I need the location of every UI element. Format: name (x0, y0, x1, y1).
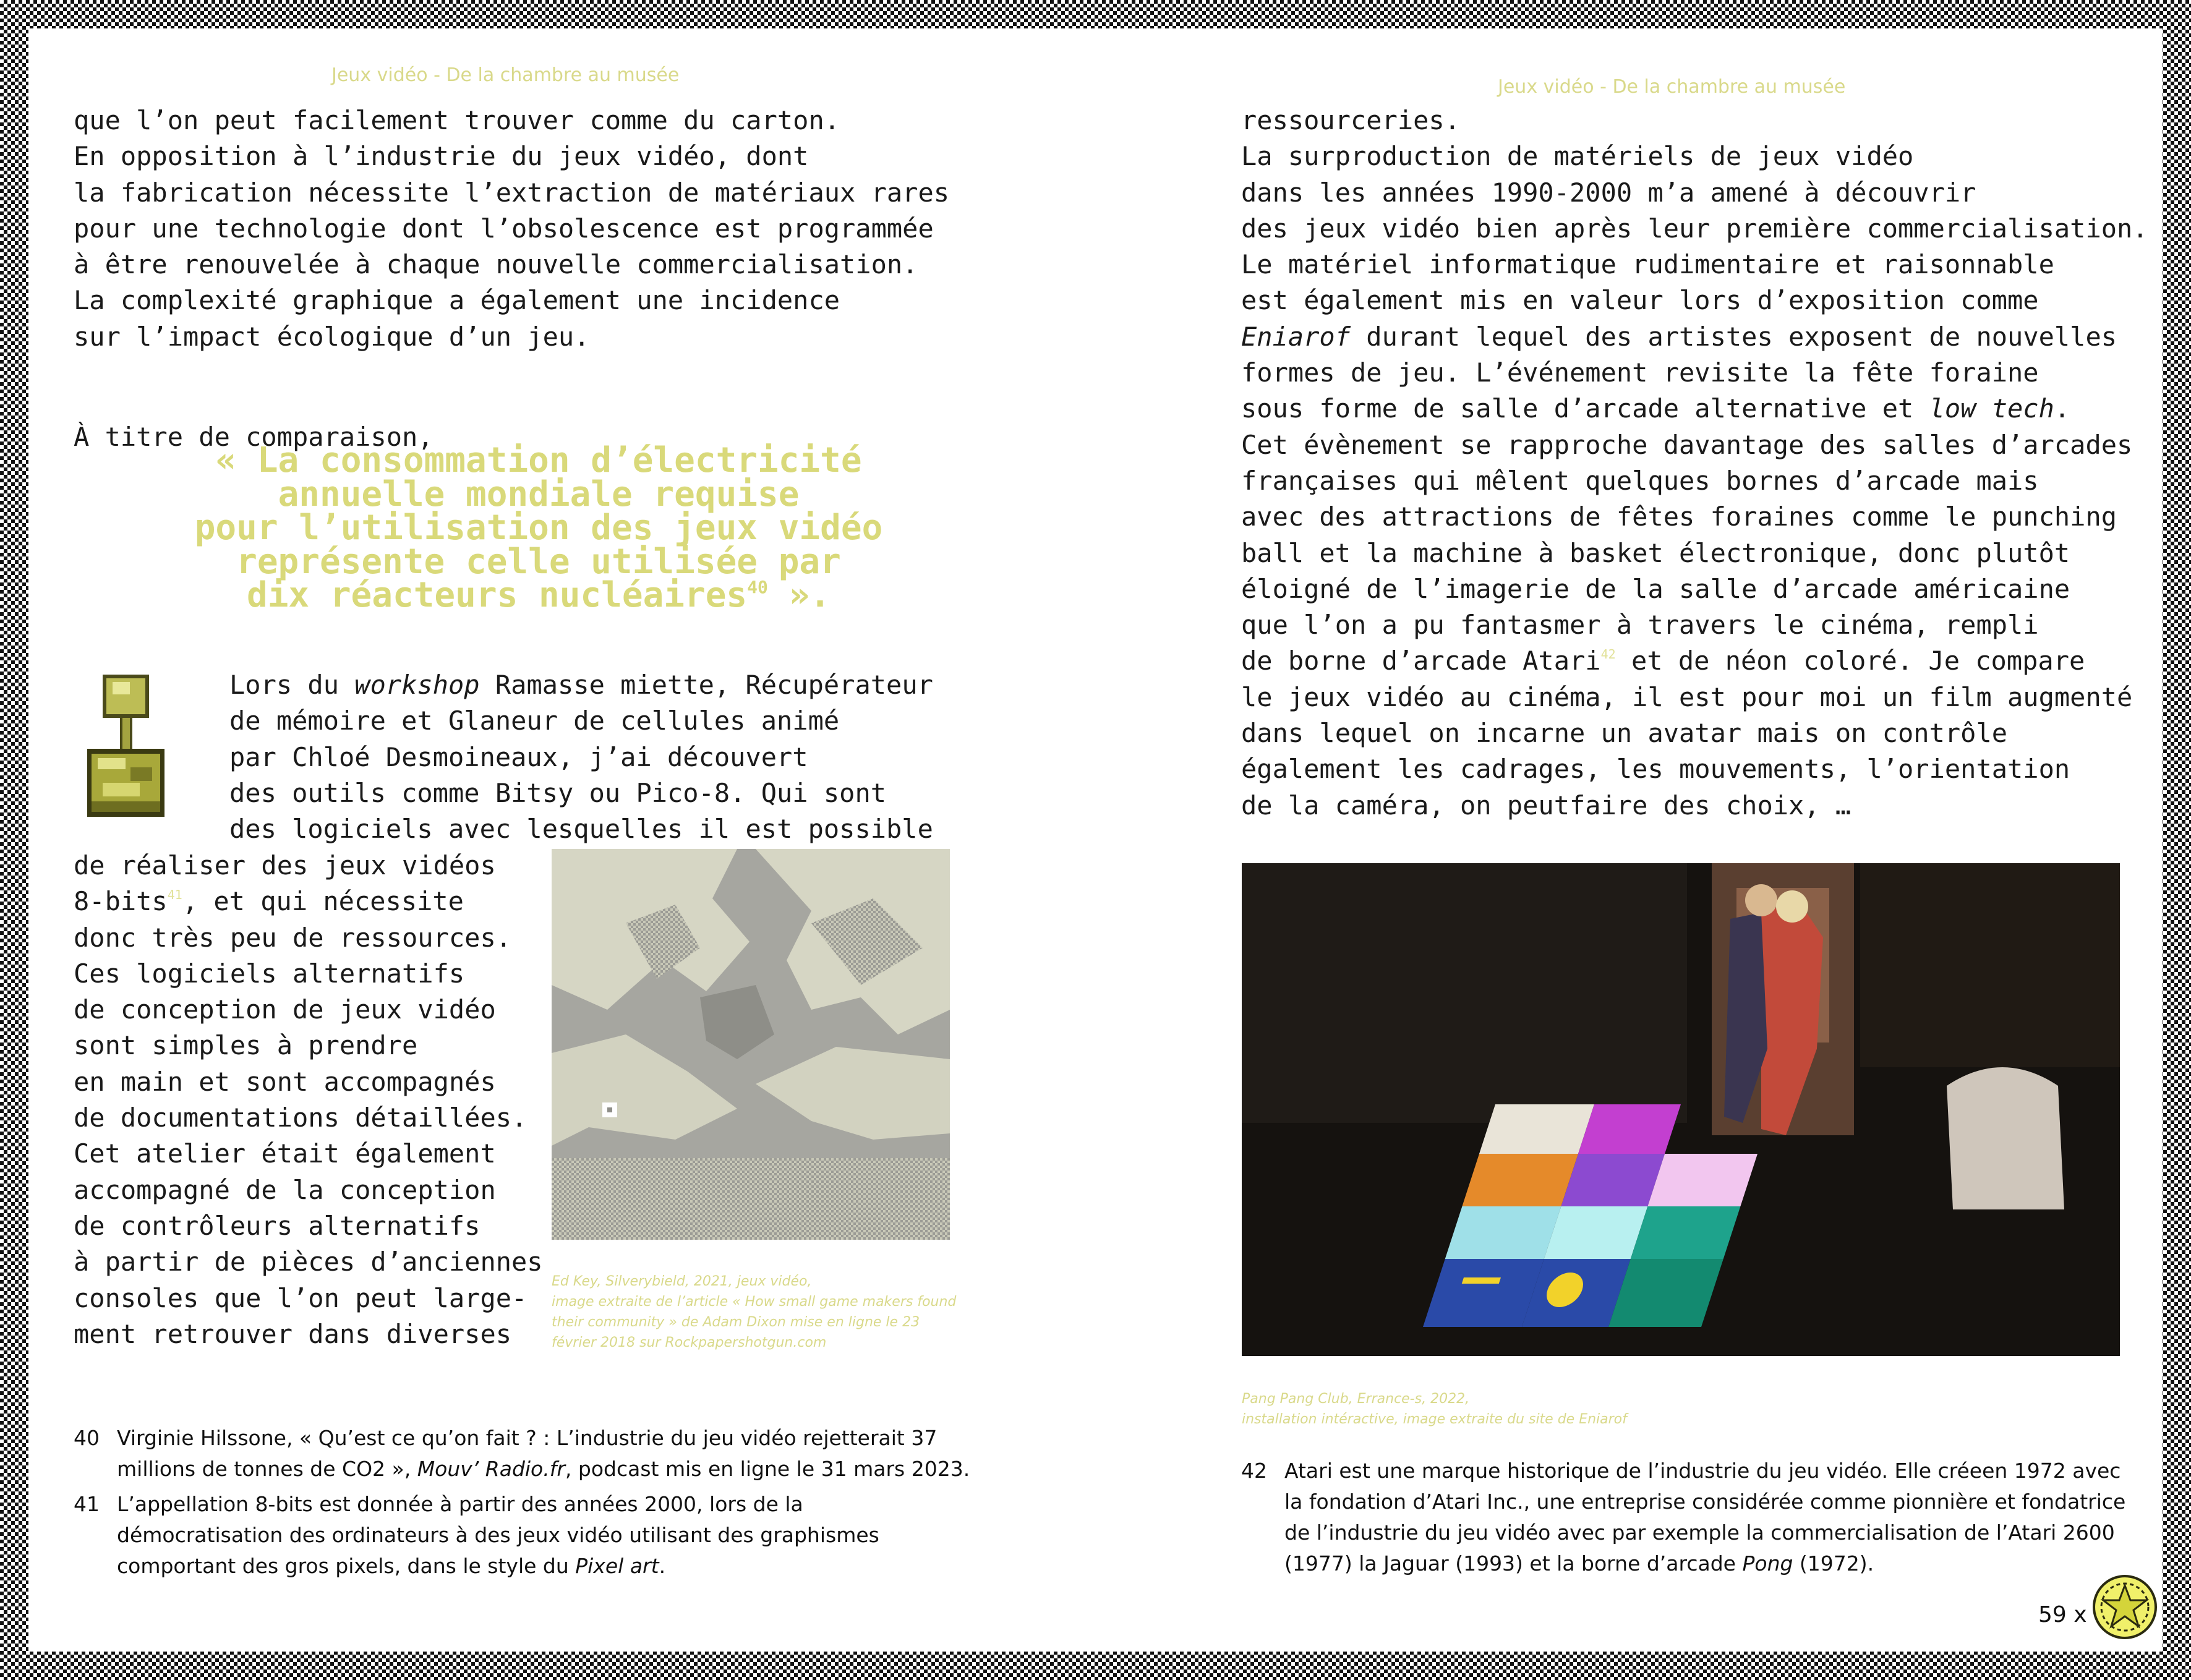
star-badge-icon (2091, 1573, 2159, 1641)
workshop-paragraph: Lors du workshop Ramasse miette, Récupérateur de mémoire et Glaneur de cellules animé par Chloé Desmoineaux, j’ai découvert des outils comme Bitsy ou Pico-8. Qui sont des logiciels avec lesquelles il est possible (229, 670, 933, 845)
book-spread: Jeux vidéo - De la chambre au musée que l’on peut facilement trouver comme du carton. En opposition à l’industrie du jeux vidéo, dont la fabrication nécessite l’extraction de matériaux rares pour une technologie dont l’obsolescence est programmée à être renouvelée à chaque nouvelle commercialisation. La complexité graphique a également une incidence sur l’impact écologique d’un jeu. À titre de comparaison, « La consommation d’électricité annuelle mondiale requise pour l’utilisation des jeux vidéo représente celle utilisée par dix réacteurs nucléaires$^{40}$ ». Lors du workshop Ramasse miette, Récupérateur de mémoire et Glaneur de cellules animé par Chloé Desmoineaux, j’ai découvert des outils comme Bitsy ou Pico-8. Qui sont des logiciels avec lesquelles il est possible de réaliser des jeux vidéos 8-bits$^{41}$, et qui nécessite donc très peu de ressources. Ces logiciels alternatifs de conception de jeux vidéo sont simples à prendre en main et sont accompagnés de documentations détaillées. Cet atelier était également accompagné de la conception de contrôleurs alternatifs à partir de pièces d’anciennes consoles que l’on peut large- ment retrouver dans diverses Ed Key, Silverybield, 2021, jeux vidéo, image extraite de l’article « How small game makers found their community » de Adam Dixon mise en ligne le 23 février 2018 sur Rockpapershotgun.com 40 Virginie Hilssone, « Qu’est ce qu’on fait ? : L’industrie du jeu vidéo rejetterait 37 millions de tonnes de CO2 », Mouv’ Radio.fr, podcast mis en ligne le 31 mars 2023. 41 L’appellation 8-bits est donnée à partir des années 2000, lors de la démocratisation des ordinateurs à des jeux vidéo utilisant des graphismes comportant des gros pixels, dans le style du Pixel art. Jeux vidéo - De la chambre au musée ressourceries. La surproduction de matériels de jeux vidéo dans les années 1990-2000 m’a amené à découvrir des jeux vidéo bien après leur première commercialisation. Le matériel informatique rudimentaire et raisonnable est également mis en valeur lors d’exposition comme Eniarof durant lequel des artistes exposent de nouvelles formes de jeu. L’événement revisite la fête foraine sous forme de salle d’arcade alternative et low tech. Cet évènement se rapproche davantage des salles d’arcades françaises qui mêlent quelques bornes d’arcade mais avec des attractions de fêtes foraines comme le punching ball et la machine à basket électronique, donc plutôt éloigné de l’imagerie de la salle d’arcade américaine que l’on a pu fantasmer à travers le cinéma, rempli de borne d’arcade Atari$^{42}$ et de néon coloré. Je compare le jeux vidéo au cinéma, il est pour moi un film augmenté dans lequel on incarne un avatar mais on contrôle également les cadrages, les mouvements, l’orientation de la caméra, on peutfaire des choix, … Pang Pang Club, Errance-s, 2022, installation intéractive, image extraite du site de Eniarof 42 Atari est une marque historique de l’industrie du jeu vidéo. Elle créeen 1972 avec la fondation d’Atari Inc., une entreprise considérée comme pionnière et fondatrice de l’industrie du jeu vidéo avec par exemple la commercialisation de l’Atari 2600 (1977) la Jaguar (1993) et la borne d’arcade Pong (1972). 59 x (28, 28, 2163, 1652)
running-header-right: Jeux vidéo - De la chambre au musée (1498, 76, 1846, 98)
game-screenshot-caption: Ed Key, Silverybield, 2021, jeux vidéo, image extraite de l’article « How small game makers found their community » de Adam Dixon mise en ligne le 23 février 2018 sur Rockpapershotgun.com (552, 1274, 957, 1350)
left-paragraph-1: que l’on peut facilement trouver comme du carton. En opposition à l’industrie du jeux vidéo, dont la fabrication nécessite l’extraction de matériaux rares pour une technologie dont l’obsolescence est programmée à être renouvelée à chaque nouvelle commercialisation. La complexité graphique a également une incidence sur l’impact écologique d’un jeu. (74, 105, 950, 352)
joystick-icon (84, 662, 168, 842)
page-number: 59 x (2038, 1602, 2087, 1627)
quote-footnote-ref: 40 (747, 577, 768, 597)
installation-photo (1242, 863, 2120, 1356)
workshop-paragraph-cont: de réaliser des jeux vidéos 8-bits$^{41}$, et qui nécessite donc très peu de ressources. Ces logiciels alternatifs de conception de jeux vidéo sont simples à prendre en main et sont accompagnés de documentations détaillées. Cet atelier était également accompagné de la conception de contrôleurs alternatifs à partir de pièces d’anciennes consoles que l’on peut large- ment retrouver dans diverses (74, 850, 543, 1349)
installation-photo-caption: Pang Pang Club, Errance-s, 2022, installation intéractive, image extraite du site de Eniarof (1242, 1391, 1627, 1427)
footnote-ref-41: 41 (167, 887, 182, 903)
footnote-ref-42: 42 (1600, 647, 1616, 662)
left-intro: À titre de comparaison, (74, 422, 434, 452)
running-header-left: Jeux vidéo - De la chambre au musée (331, 64, 680, 86)
right-paragraph: ressourceries. La surproduction de matériels de jeux vidéo dans les années 1990-2000 m’a amené à découvrir des jeux vidéo bien après leur première commercialisation. Le matériel informatique rudimentaire et raisonnable est également mis en valeur lors d’exposition comme Eniarof durant lequel des artistes exposent de nouvelles formes de jeu. L’événement revisite la fête foraine sous forme de salle d’arcade alternative et low tech. Cet évènement se rapproche davantage des salles d’arcades françaises qui mêlent quelques bornes d’arcade mais avec des attractions de fêtes foraines comme le punching ball et la machine à basket électronique, donc plutôt éloigné de l’imagerie de la salle d’arcade américaine que l’on a pu fantasmer à travers le cinéma, rempli de borne d’arcade Atari$^{42}$ et de néon coloré. Je compare le jeux vidéo au cinéma, il est pour moi un film augmenté dans lequel on incarne un avatar mais on contrôle également les cadrages, les mouvements, l’orientation de la caméra, on peutfaire des choix, … (1241, 105, 2148, 821)
pull-quote: « La consommation d’électricité annuelle mondiale requise pour l’utilisation des jeux vidéo représente celle utilisée par dix réacteurs nucléaires$^{40}$ ». (194, 440, 883, 615)
game-screenshot-image (552, 849, 950, 1240)
